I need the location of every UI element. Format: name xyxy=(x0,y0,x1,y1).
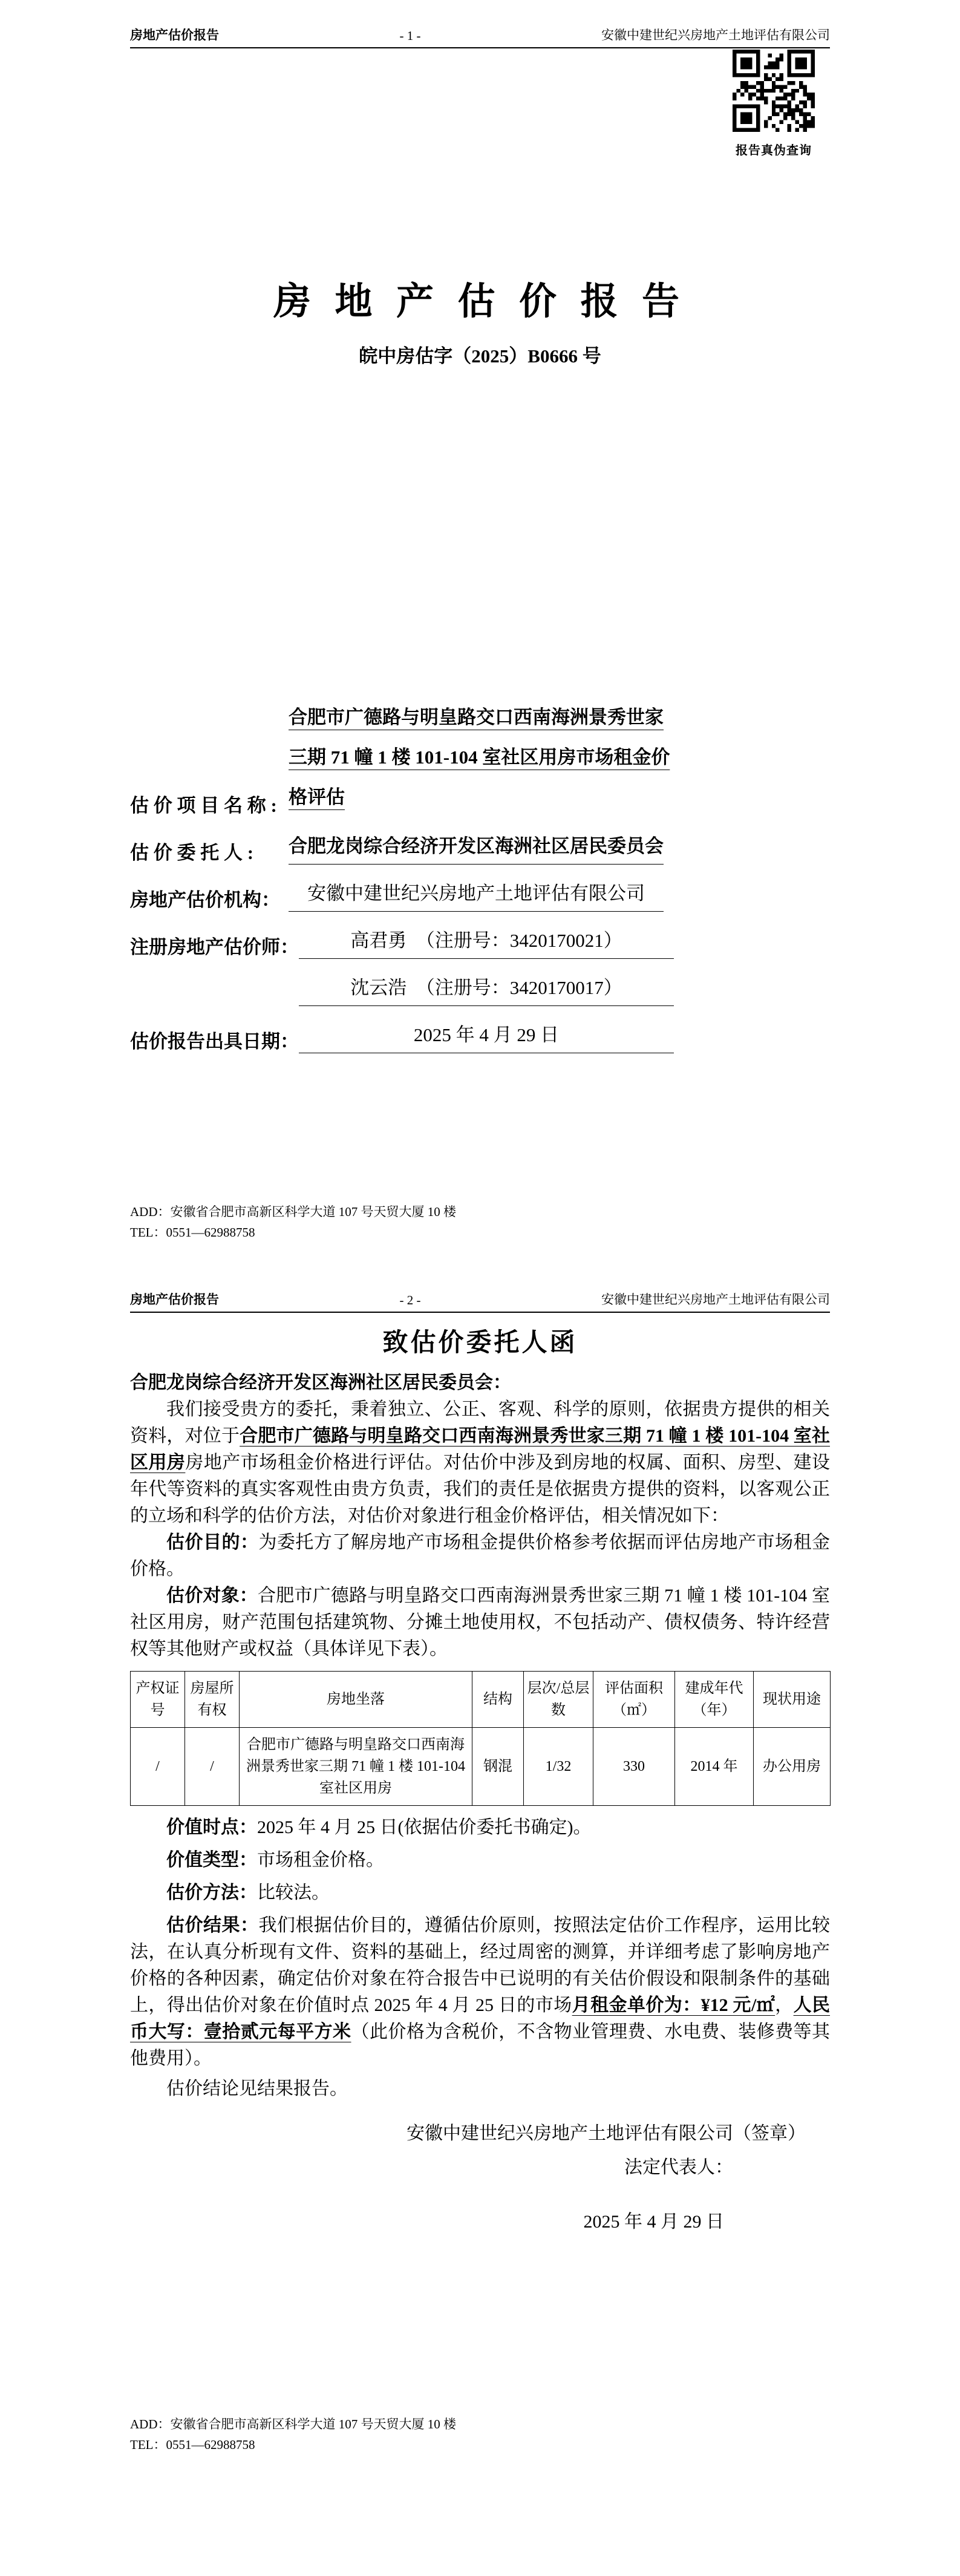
line-value-date xyxy=(130,1814,830,1841)
result-text-1: 我们根据估价目的，遵循估价原则，按照法定估价工作程序，运用比较法，在认真分析现有文件、资料的基础上，经过周密的测算，并详细考虑了影响房地产价格的各种因素，确定估价对象在符合报告中已说明的有关估价假设和限制条件的基础上，得出估价对象在价值时点 2025 年 4 月 25 日的市场 xyxy=(130,1915,831,2015)
result-rent-in-words: 人民币大写：壹拾贰元每平方米 xyxy=(130,1995,831,2042)
result-text-2: （此价格为含税价，不含物业管理费、水电费、装修费等其他费用）。 xyxy=(130,2022,831,2068)
subject-text: 合肥市广德路与明皇路交口西南海洲景秀世家三期 71 幢 1 楼 101-104 室社区用房，财产范围包括建筑物、分摊土地使用权，不包括动产、债权债务、特许经营权等其他财产或权益（具体详见下表）。 xyxy=(130,1586,830,1659)
cover-fields xyxy=(130,698,830,1053)
qr-caption: 报告真伪查询 xyxy=(736,144,812,157)
cell-location: 合肥市广德路与明皇路交口西南海洲景秀世家三期 71 幢 1 楼 101-104 室社区用房 xyxy=(240,1728,472,1806)
value-date-label: 价值时点： xyxy=(166,1817,257,1837)
letter-salutation: 合肥龙岗综合经济开发区海洲社区居民委员会： xyxy=(130,1373,511,1393)
field-client xyxy=(130,833,830,865)
field-client-value: 合肥龙岗综合经济开发区海洲社区居民委员会 xyxy=(289,833,664,865)
field-appraiser1-value: 高君勇 （注册号：3420170021） xyxy=(299,927,674,959)
header-doc-title: 房地产估价报告 xyxy=(130,1292,219,1307)
header-page-number: - 2 - xyxy=(399,1293,421,1307)
line-method xyxy=(130,1880,830,1906)
header-company-name: 安徽中建世纪兴房地产土地评估有限公司 xyxy=(601,1292,830,1307)
method-text: 比较法。 xyxy=(257,1883,330,1903)
intro-text-1: 我们接受贵方的委托，秉着独立、公正、客观、科学的原则，依据贵方提供的相关资料，对位于 xyxy=(130,1399,830,1446)
page-1 xyxy=(0,0,960,1264)
cell-current-use: 办公用房 xyxy=(754,1728,831,1806)
field-project xyxy=(130,698,830,817)
cell-structure: 钢混 xyxy=(472,1728,524,1806)
header-page-number: - 1 - xyxy=(399,28,421,43)
footer-telephone: TEL：0551—62988758 xyxy=(130,2437,255,2452)
col-header-year-built: 建成年代（年） xyxy=(675,1672,754,1728)
result-comma: ， xyxy=(775,1995,794,2015)
col-header-area: 评估面积（㎡） xyxy=(593,1672,675,1728)
para-intro xyxy=(130,1396,830,1529)
page2-footer xyxy=(130,2414,456,2455)
qr-code-icon xyxy=(733,50,815,132)
purpose-label: 估价目的： xyxy=(166,1532,259,1552)
field-report-date xyxy=(130,1022,830,1053)
letter-title: 致估价委托人函 xyxy=(382,1329,578,1357)
field-agency xyxy=(130,880,830,912)
signature-legal-rep: 法定代表人： xyxy=(624,2157,733,2177)
subject-label: 估价对象： xyxy=(166,1586,258,1606)
field-appraiser-2 xyxy=(130,975,830,1006)
page1-footer xyxy=(130,1201,456,1243)
field-date-value: 2025 年 4 月 29 日 xyxy=(299,1022,674,1053)
report-number: 皖中房估字（2025）B0666 号 xyxy=(359,345,601,367)
intro-subject-highlight: 合肥市广德路与明皇路交口西南海洲景秀世家三期 71 幢 1 楼 101-104 室社区用房 xyxy=(130,1426,830,1473)
page2-header xyxy=(130,1264,830,1313)
para-conclusion: 估价结论见结果报告。 xyxy=(166,2079,348,2099)
page1-header xyxy=(130,0,830,48)
value-date-text: 2025 年 4 月 25 日(依据估价委托书确定)。 xyxy=(257,1817,592,1837)
method-label: 估价方法： xyxy=(166,1883,257,1903)
report-title: 房 地 产 估 价 报 告 xyxy=(273,281,687,322)
field-agency-label: 房地产估价机构： xyxy=(130,889,280,910)
para-result xyxy=(130,1912,830,2072)
table-data-row xyxy=(131,1728,831,1806)
cell-area: 330 xyxy=(593,1728,675,1806)
line-value-type xyxy=(130,1847,830,1874)
cell-floor: 1/32 xyxy=(524,1728,593,1806)
col-header-floor: 层次/总层数 xyxy=(524,1672,593,1728)
footer-address: ADD：安徽省合肥市高新区科学大道 107 号天贸大厦 10 楼 xyxy=(130,2417,456,2431)
footer-address: ADD：安徽省合肥市高新区科学大道 107 号天贸大厦 10 楼 xyxy=(130,1205,456,1219)
col-header-cert-no: 产权证号 xyxy=(131,1672,185,1728)
field-date-label: 估价报告出具日期： xyxy=(130,1030,299,1052)
field-client-label: 估 价 委 托 人 : xyxy=(130,842,254,863)
col-header-current-use: 现状用途 xyxy=(754,1672,831,1728)
field-agency-value: 安徽中建世纪兴房地产土地评估有限公司 xyxy=(289,880,664,912)
property-info-table xyxy=(130,1671,831,1806)
intro-text-2: 房地产市场租金价格进行评估。对估价中涉及到房地的权属、面积、房型、建设年代等资料的真实客观性由贵方负责，我们的责任是依据贵方提供的资料，以客观公正的立场和科学的估价方法，对估价对象进行租金价格评估，相关情况如下： xyxy=(130,1453,831,1526)
col-header-location: 房地坐落 xyxy=(240,1672,472,1728)
value-type-text: 市场租金价格。 xyxy=(257,1850,384,1870)
field-appraiser-label: 注册房地产估价师： xyxy=(130,936,299,958)
cell-year-built: 2014 年 xyxy=(675,1728,754,1806)
signature-date: 2025 年 4 月 29 日 xyxy=(583,2212,724,2232)
cell-ownership: / xyxy=(185,1728,240,1806)
report-verification-block xyxy=(733,50,815,158)
para-purpose xyxy=(130,1529,830,1583)
field-project-value: 合肥市广德路与明皇路交口西南海洲景秀世家三期 71 幢 1 楼 101-104 室社区用房市场租金价格评估 xyxy=(289,707,670,808)
col-header-structure: 结构 xyxy=(472,1672,524,1728)
field-appraiser2-value: 沈云浩 （注册号：3420170017） xyxy=(299,975,674,1006)
page-2 xyxy=(0,1264,960,2576)
header-doc-title: 房地产估价报告 xyxy=(130,28,219,42)
field-project-label: 估 价 项 目 名 称 : xyxy=(130,795,277,816)
result-label: 估价结果： xyxy=(166,1915,259,1935)
field-appraiser-1 xyxy=(130,927,830,959)
signature-company: 安徽中建世纪兴房地产土地评估有限公司（签章） xyxy=(407,2123,806,2143)
col-header-ownership: 房屋所有权 xyxy=(185,1672,240,1728)
footer-telephone: TEL：0551—62988758 xyxy=(130,1225,255,1240)
header-company-name: 安徽中建世纪兴房地产土地评估有限公司 xyxy=(601,28,830,42)
value-type-label: 价值类型： xyxy=(166,1850,257,1870)
result-unit-rent: 月租金单价为：¥12 元/㎡ xyxy=(572,1995,776,2015)
purpose-text: 为委托方了解房地产市场租金提供价格参考依据而评估房地产市场租金价格。 xyxy=(130,1532,831,1579)
table-header-row xyxy=(131,1672,831,1728)
para-subject xyxy=(130,1583,830,1662)
cell-cert-no: / xyxy=(131,1728,185,1806)
